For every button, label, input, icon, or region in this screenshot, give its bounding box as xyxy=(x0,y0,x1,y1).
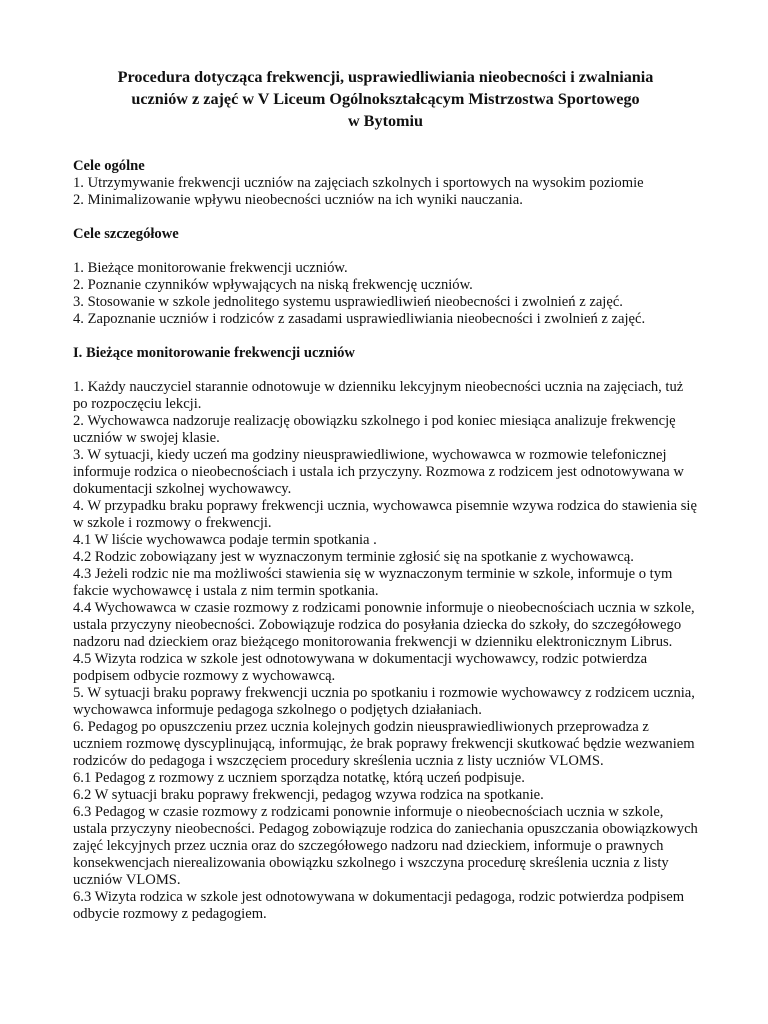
document-title xyxy=(73,66,698,132)
cele-szczegolowe-heading: Cele szczegółowe xyxy=(73,226,179,242)
section-1-item: 4.2 Rodzic zobowiązany jest w wyznaczonym terminie zgłosić się na spotkanie z wychowawcą. xyxy=(73,549,634,565)
cele-ogolne-item: 1. Utrzymywanie frekwencji uczniów na zajęciach szkolnych i sportowych na wysokim poziomie xyxy=(73,175,644,191)
document-page xyxy=(73,66,698,923)
section-1-item: 6.3 Pedagog w czasie rozmowy z rodzicami ponownie informuje o nieobecnościach ucznia w szkole, ustala przyczyny nieobecności. Pedagog zobowiązuje rodzica do zaniechania opuszczania obowiązkowych zajęć lekcyjnych przez ucznia oraz do szczegółowego nadzoru nad dzieckiem, informuje o prawnych konsekwencjach nierealizowania obowiązku szkolnego i wszczyna procedurę skreślenia ucznia z listy uczniów VLOMS. xyxy=(73,804,698,888)
cele-szczegolowe-item: 4. Zapoznanie uczniów i rodziców z zasadami usprawiedliwiania nieobecności i zwolnień z zajęć. xyxy=(73,311,646,327)
cele-szczegolowe-item: 1. Bieżące monitorowanie frekwencji uczniów. xyxy=(73,260,348,276)
section-1-item: 4.3 Jeżeli rodzic nie ma możliwości stawienia się w wyznaczonym terminie w szkole, informuje o tym fakcie wychowawcę i ustala z nim termin spotkania. xyxy=(73,566,673,599)
cele-ogolne-heading: Cele ogólne xyxy=(73,158,145,174)
section-1-item: 1. Każdy nauczyciel starannie odnotowuje w dzienniku lekcyjnym nieobecności ucznia na zajęciach, tuż po rozpoczęciu lekcji. xyxy=(73,379,684,412)
section-1-item: 6. Pedagog po opuszczeniu przez ucznia kolejnych godzin nieusprawiedliwionych przeprowadza z uczniem rozmowę dyscyplinującą, informując, że brak poprawy frekwencji skutkować będzie wezwaniem rodziców do pedagoga i wszczęciem procedury skreślenia ucznia z listy uczniów VLOMS. xyxy=(73,719,695,769)
title-line-3: w Bytomiu xyxy=(347,112,424,130)
section-1-item: 4.4 Wychowawca w czasie rozmowy z rodzicami ponownie informuje o nieobecnościach ucznia w szkole, ustala przyczyny nieobecności. Zobowiązuje rodzica do posyłania dziecka do szkoły, do szczegółowego nadzoru nad dzieckiem oraz bieżącego monitorowania frekwencji w dzienniku elektronicznym Librus. xyxy=(73,600,695,650)
section-1-item: 4.1 W liście wychowawca podaje termin spotkania . xyxy=(73,532,377,548)
section-1-item: 5. W sytuacji braku poprawy frekwencji ucznia po spotkaniu i rozmowie wychowawcy z rodzicem ucznia, wychowawca informuje pedagoga szkolnego o podjętych działaniach. xyxy=(73,685,695,718)
section-1-item: 6.3 Wizyta rodzica w szkole jest odnotowywana w dokumentacji pedagoga, rodzic potwierdza podpisem odbycie rozmowy z pedagogiem. xyxy=(73,889,685,922)
title-line-1: Procedura dotycząca frekwencji, usprawiedliwiania nieobecności i zwalniania xyxy=(117,68,654,86)
cele-ogolne-item: 2. Minimalizowanie wpływu nieobecności uczniów na ich wyniki nauczania. xyxy=(73,192,523,208)
section-1-item: 4. W przypadku braku poprawy frekwencji ucznia, wychowawca pisemnie wzywa rodzica do stawienia się w szkole i rozmowy o frekwencji. xyxy=(73,498,697,531)
section-1-item: 3. W sytuacji, kiedy uczeń ma godziny nieusprawiedliwione, wychowawca w rozmowie telefonicznej informuje rodzica o nieobecnościach i ustala ich przyczyny. Rozmowa z rodzicem jest odnotowywana w dokumentacji szkolnej wychowawcy. xyxy=(73,447,684,497)
section-1-item: 2. Wychowawca nadzoruje realizację obowiązku szkolnego i pod koniec miesiąca analizuje frekwencję uczniów w swojej klasie. xyxy=(73,413,676,446)
cele-szczegolowe-item: 2. Poznanie czynników wpływających na niską frekwencję uczniów. xyxy=(73,277,473,293)
title-line-2: uczniów z zajęć w V Liceum Ogólnokształcącym Mistrzostwa Sportowego xyxy=(131,90,640,108)
section-1-item: 6.1 Pedagog z rozmowy z uczniem sporządza notatkę, którą uczeń podpisuje. xyxy=(73,770,525,786)
section-1-heading: I. Bieżące monitorowanie frekwencji uczniów xyxy=(73,345,355,361)
section-1-item: 6.2 W sytuacji braku poprawy frekwencji, pedagog wzywa rodzica na spotkanie. xyxy=(73,787,544,803)
cele-szczegolowe-item: 3. Stosowanie w szkole jednolitego systemu usprawiedliwień nieobecności i zwolnień z zajęć. xyxy=(73,294,623,310)
section-1-item: 4.5 Wizyta rodzica w szkole jest odnotowywana w dokumentacji wychowawcy, rodzic potwierdza podpisem odbycie rozmowy z wychowawcą. xyxy=(73,651,648,684)
